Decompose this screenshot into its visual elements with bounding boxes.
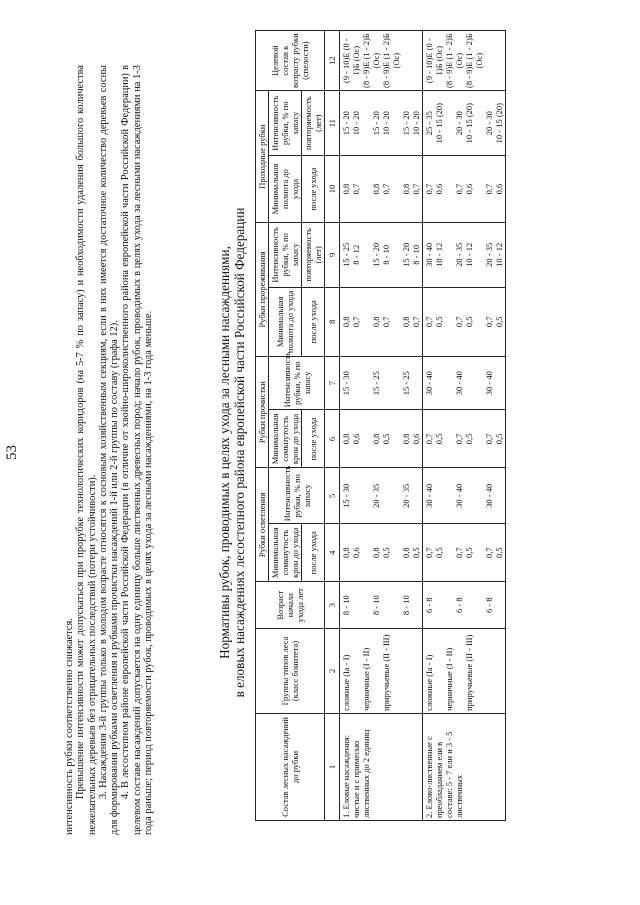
- header-intensity: Интенсивность рубки, % по запасу: [269, 222, 302, 287]
- cell-intensity-list: [340, 356, 423, 410]
- header-composition: Состав лесных насаждений до рубки: [256, 713, 325, 820]
- cell-intensity-list: [423, 356, 506, 410]
- cell-value: 20 - 30: [454, 111, 464, 136]
- header-after-care: после ухода: [302, 287, 325, 356]
- cell-value: 0,5: [464, 547, 474, 559]
- heading-line-2: в еловых насаждениях лесостепного района европейской части Российской Федерации: [231, 207, 247, 698]
- cell-value: 30 - 40: [424, 371, 434, 396]
- column-number: 7: [325, 356, 340, 410]
- header-target: Целевой состав к возрасту рубки (спелости): [256, 31, 325, 91]
- cell-value: 0,7: [424, 183, 434, 195]
- cell-value: 8 - 10: [411, 244, 421, 265]
- heading-line-1: Нормативы рубок, проводимых в целях ухода за лесными насаждениями,: [217, 246, 232, 659]
- cell-value: 0,5: [494, 433, 504, 445]
- cell-value: 20 - 35: [484, 242, 494, 267]
- cell-value: 20 - 35: [401, 483, 411, 508]
- header-intensity: Интенсивность рубки, % по запасу: [269, 468, 325, 524]
- cell-value: 10 - 12: [494, 242, 504, 267]
- cell-value: 0,7: [454, 183, 464, 195]
- cell-value: 0,8: [341, 433, 351, 445]
- cell-value: 10 - 12: [464, 242, 474, 267]
- cell-value: 0,8: [401, 316, 411, 328]
- cell-closeness-list: [423, 524, 506, 582]
- cell-value: 30 - 40: [484, 483, 494, 508]
- column-number: 2: [325, 629, 340, 714]
- cell-value: 0,5: [434, 316, 444, 328]
- cell-value: 10 - 15 (20): [464, 103, 474, 144]
- cell-value: 0,5: [381, 547, 391, 559]
- cell-age: 6 - 8: [484, 597, 494, 613]
- header-min-closeness: Минимальная сомкнутость крон до ухода: [269, 410, 302, 468]
- cell-value: 0,8: [371, 316, 381, 328]
- cell-type-list: [340, 629, 423, 714]
- norms-table: [255, 30, 506, 821]
- cell-value: 0,7: [484, 547, 494, 559]
- cell-value: 15 - 25: [341, 242, 351, 267]
- header-after-care: после ухода: [302, 524, 325, 582]
- cell-value: (9 - 10)Е (0 - 1)Б (Ос): [341, 38, 361, 84]
- cell-value: 0,8: [371, 183, 381, 195]
- cell-value: 15 - 20: [401, 111, 411, 136]
- cell-type: сложные (Ia - I): [341, 654, 351, 711]
- cell-value: 0,7: [381, 183, 391, 195]
- cell-value: 0,6: [494, 183, 504, 195]
- cell-value: 0,8: [341, 547, 351, 559]
- cell-value: 0,7: [424, 433, 434, 445]
- paragraph-note-4: 4. В лесостепном районе европейской части Российской Федерации (в отличие от хвойно-широколиственного района европейской части Российской Федерации) в целевом составе насаждений допускается на одну единицу больше лиственных древесных пород; начало рубок, проводимых в целях ухода за лесными насаждениями на 1-3 года раньше; период повторяемости рубок, проводимых в целях ухода за лесными насаждениями, на 1-3 года меньше.: [120, 65, 155, 835]
- cell-value: 0,8: [401, 547, 411, 559]
- page-number: 53: [4, 445, 20, 460]
- cell-value: 30 - 40: [484, 371, 494, 396]
- cell-target-list: [340, 31, 423, 91]
- cell-value: 0,5: [381, 433, 391, 445]
- table-heading: [218, 0, 247, 905]
- column-number: 8: [325, 287, 340, 356]
- cell-type: приручьевые (II - III): [381, 634, 391, 711]
- column-number: 3: [325, 582, 340, 629]
- cell-value: (9 - 10)Е (0 - 1)Б (Ос): [424, 38, 444, 84]
- cell-value: 0,5: [494, 547, 504, 559]
- cell-value: 15 - 30: [341, 371, 351, 396]
- cell-type: черничные (I - II): [444, 647, 454, 711]
- cell-value: 20 - 30: [484, 111, 494, 136]
- cell-density-list: [423, 156, 506, 223]
- cell-type: черничные (I - II): [361, 647, 371, 711]
- cell-closeness-list: [423, 410, 506, 468]
- cell-value: 20 - 35: [454, 242, 464, 267]
- cell-density-list: [340, 287, 423, 356]
- cell-target-list: [423, 31, 506, 91]
- cell-value: 0,7: [351, 183, 361, 195]
- cell-value: 8 - 10: [381, 244, 391, 265]
- cell-age: 8 - 10: [371, 595, 381, 616]
- cell-value: 0,7: [484, 316, 494, 328]
- cell-value: 0,8: [341, 316, 351, 328]
- cell-value: 10 - 15 (20): [494, 103, 504, 144]
- cell-value: 15 - 25: [401, 371, 411, 396]
- cell-value: 0,5: [464, 433, 474, 445]
- cell-value: 30 - 40: [454, 483, 464, 508]
- cell-density-list: [340, 156, 423, 223]
- cell-value: 25 - 35: [424, 111, 434, 136]
- header-intensity: Интенсивность рубки, % по запасу: [269, 91, 302, 156]
- cell-value: 15 - 25: [371, 371, 381, 396]
- header-repeat: повторяемость (лет): [302, 222, 325, 287]
- cell-age-list: [340, 582, 423, 629]
- cell-value: 0,7: [424, 547, 434, 559]
- cell-age-list: [423, 582, 506, 629]
- header-cleaning: Рубки прочистки: [256, 356, 269, 468]
- cell-value: 0,8: [371, 547, 381, 559]
- cell-value: 0,6: [464, 183, 474, 195]
- cell-value: 0,7: [381, 316, 391, 328]
- cell-value: 20 - 35: [371, 483, 381, 508]
- header-after-care: после ухода: [302, 156, 325, 223]
- cell-value: (8 - 9)Е (1 - 2)Б (Ос): [361, 33, 381, 89]
- column-number: 5: [325, 468, 340, 524]
- cell-value: 0,5: [434, 433, 444, 445]
- cell-value: 10 - 20: [381, 111, 391, 136]
- column-number: 1: [325, 713, 340, 820]
- cell-value: 30 - 40: [424, 242, 434, 267]
- column-number: 9: [325, 222, 340, 287]
- cell-density-list: [423, 287, 506, 356]
- table-group-row: [423, 31, 506, 821]
- cell-value: 0,7: [424, 316, 434, 328]
- header-clearing: Рубки осветления: [256, 468, 269, 582]
- cell-intensity-list: [340, 222, 423, 287]
- cell-value: 0,7: [484, 183, 494, 195]
- header-after-care: после ухода: [302, 410, 325, 468]
- cell-type-list: [423, 629, 506, 714]
- cell-value: 8 - 12: [351, 244, 361, 265]
- cell-value: 0,7: [454, 316, 464, 328]
- cell-age: 6 - 8: [454, 597, 464, 613]
- cell-value: 0,7: [411, 183, 421, 195]
- header-start-age: Возраст начала ухода лет: [256, 582, 325, 629]
- cell-value: 0,8: [341, 183, 351, 195]
- cell-value: 0,6: [351, 433, 361, 445]
- cell-value: (8 - 9)Е (1 - 2)Б (Ос): [381, 33, 401, 89]
- paragraph-intensity: Превышение интенсивности может допускаться при прорубке технологических коридоров (на 5-7 % по запасу) и необходимости удаления большого количества нежелательных деревьев без отрицательных последствий (потери устойчивости).: [75, 65, 98, 835]
- cell-intensity-list: [340, 91, 423, 156]
- cell-value: 0,7: [411, 316, 421, 328]
- cell-value: 0,7: [351, 316, 361, 328]
- group-composition: 1. Еловые насаждения: чистые и с примесью лиственных до 2 единиц: [340, 713, 423, 820]
- cell-value: 0,7: [454, 433, 464, 445]
- column-numbers-row: [325, 31, 340, 821]
- cell-value: 0,7: [484, 433, 494, 445]
- cell-value: 0,5: [494, 316, 504, 328]
- cell-value: 0,6: [351, 547, 361, 559]
- cell-value: 0,5: [434, 547, 444, 559]
- cell-intensity-list: [423, 222, 506, 287]
- header-passing: Проходные рубки: [256, 91, 269, 223]
- column-number: 11: [325, 91, 340, 156]
- cell-age: 8 - 10: [401, 595, 411, 616]
- cell-value: 0,8: [371, 433, 381, 445]
- cell-value: (8 - 9)Е (1 - 2)Б (Ос): [464, 33, 484, 89]
- column-number: 12: [325, 31, 340, 91]
- header-intensity: Интенсивность рубки, % по запасу: [269, 356, 325, 410]
- cell-value: 0,8: [401, 433, 411, 445]
- paragraph-continuation: интенсивность рубки соответственно снижается.: [64, 618, 75, 835]
- cell-intensity-list: [423, 468, 506, 524]
- cell-value: (8 - 9)Е (1 - 2)Б (Ос): [444, 33, 464, 89]
- cell-value: 30 - 40: [424, 483, 434, 508]
- group-composition: 2. Елово-лиственные с преобладанием ели в составе: 5 - 7 ели и 3 - 5 лиственных: [423, 713, 506, 820]
- cell-intensity-list: [423, 91, 506, 156]
- cell-value: 15 - 20: [341, 111, 351, 136]
- cell-value: 10 - 20: [351, 111, 361, 136]
- column-number: 6: [325, 410, 340, 468]
- column-number: 4: [325, 524, 340, 582]
- cell-value: 15 - 30: [341, 483, 351, 508]
- cell-value: 15 - 20: [371, 111, 381, 136]
- cell-value: 15 - 20: [371, 242, 381, 267]
- paragraph-note-3: 3. Насаждения 3-й группы только в молодом возрасте относятся к сосновым хозяйственным секциям, если в них имеется достаточное количество деревьев сосны для формирования рубками осветления и рубками прочистки насаждений 1-й или 2-й группы по составу (графа 12).: [97, 65, 121, 835]
- cell-value: 0,5: [464, 316, 474, 328]
- cell-age: 8 - 10: [341, 595, 351, 616]
- cell-value: 0,5: [411, 547, 421, 559]
- cell-type: сложные (Ia - I): [424, 654, 434, 711]
- cell-value: 30 - 40: [454, 371, 464, 396]
- cell-value: 10 - 12: [434, 242, 444, 267]
- cell-value: 10 - 20: [411, 111, 421, 136]
- cell-value: 15 - 20: [401, 242, 411, 267]
- header-min-closeness: Минимальная сомкнутость крон до ухода: [269, 524, 302, 582]
- header-thinning: Рубки прореживания: [256, 222, 269, 356]
- cell-value: 0,6: [411, 433, 421, 445]
- cell-closeness-list: [340, 524, 423, 582]
- cell-value: 0,6: [434, 183, 444, 195]
- cell-value: 10 - 15 (20): [434, 103, 444, 144]
- cell-value: 0,7: [454, 547, 464, 559]
- cell-closeness-list: [340, 410, 423, 468]
- table-group-row: [340, 31, 423, 821]
- header-min-density: Минимальная полнота до ухода: [269, 156, 302, 223]
- body-text: [64, 65, 154, 835]
- cell-intensity-list: [340, 468, 423, 524]
- header-repeat: повторяемость (лет): [302, 91, 325, 156]
- header-forest-type: Группы типов леса (класс бонитета): [256, 629, 325, 714]
- header-min-density: Минимальная полнота до ухода: [269, 287, 302, 356]
- column-number: 10: [325, 156, 340, 223]
- cell-type: приручьевые (II - III): [464, 634, 474, 711]
- cell-value: 0,8: [401, 183, 411, 195]
- cell-age: 6 - 8: [424, 597, 434, 613]
